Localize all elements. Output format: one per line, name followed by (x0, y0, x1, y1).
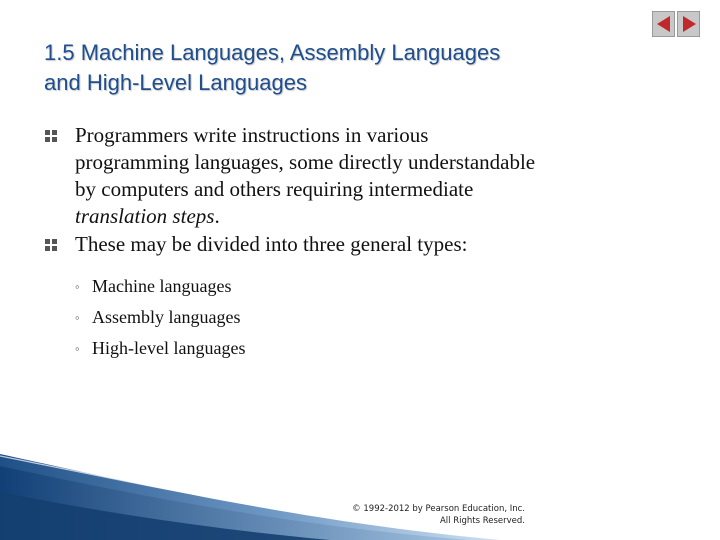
sub-bullet-text: High-level languages (92, 338, 246, 358)
bullet-item (44, 231, 684, 258)
bullet-text-line: by computers and others requiring intermediate (75, 177, 474, 201)
rights-text: All Rights Reserved. (439, 516, 525, 526)
slide-title-line: and High-Level Languages (44, 70, 307, 95)
slide-title (44, 38, 684, 98)
sub-bullet-text: Machine languages (92, 276, 232, 296)
previous-slide-button[interactable] (652, 11, 675, 37)
slide-navigation (652, 11, 700, 37)
sub-bullet-item (75, 271, 684, 302)
sub-bullet-item (75, 302, 684, 333)
slide-body (44, 122, 684, 364)
ring-bullet-icon: ◦ (75, 279, 80, 294)
bullet-text-line: programming languages, some directly understandable (75, 150, 536, 174)
copyright-footer (310, 503, 525, 527)
slide-title-line: 1.5 Machine Languages, Assembly Languages (44, 40, 501, 65)
next-slide-button[interactable] (677, 11, 700, 37)
ring-bullet-icon: ◦ (75, 310, 80, 325)
triangle-right-icon (681, 15, 697, 33)
bullet-marker-icon (45, 130, 59, 142)
sub-bullet-text: Assembly languages (92, 307, 241, 327)
sub-bullet-list (44, 271, 684, 364)
bullet-text-line: These may be divided into three general types: (75, 232, 468, 256)
copyright-text: © 1992-2012 by Pearson Education, Inc. (352, 504, 525, 514)
bullet-text-end: . (214, 204, 220, 228)
triangle-left-icon (656, 15, 672, 33)
bullet-marker-icon (45, 239, 59, 251)
emphasized-text: translation steps (75, 204, 215, 228)
bullet-item (44, 122, 684, 230)
bullet-text-line (75, 203, 684, 230)
bullet-text-line: Programmers write instructions in various (75, 123, 429, 147)
ring-bullet-icon: ◦ (75, 341, 80, 356)
sub-bullet-item (75, 333, 684, 364)
